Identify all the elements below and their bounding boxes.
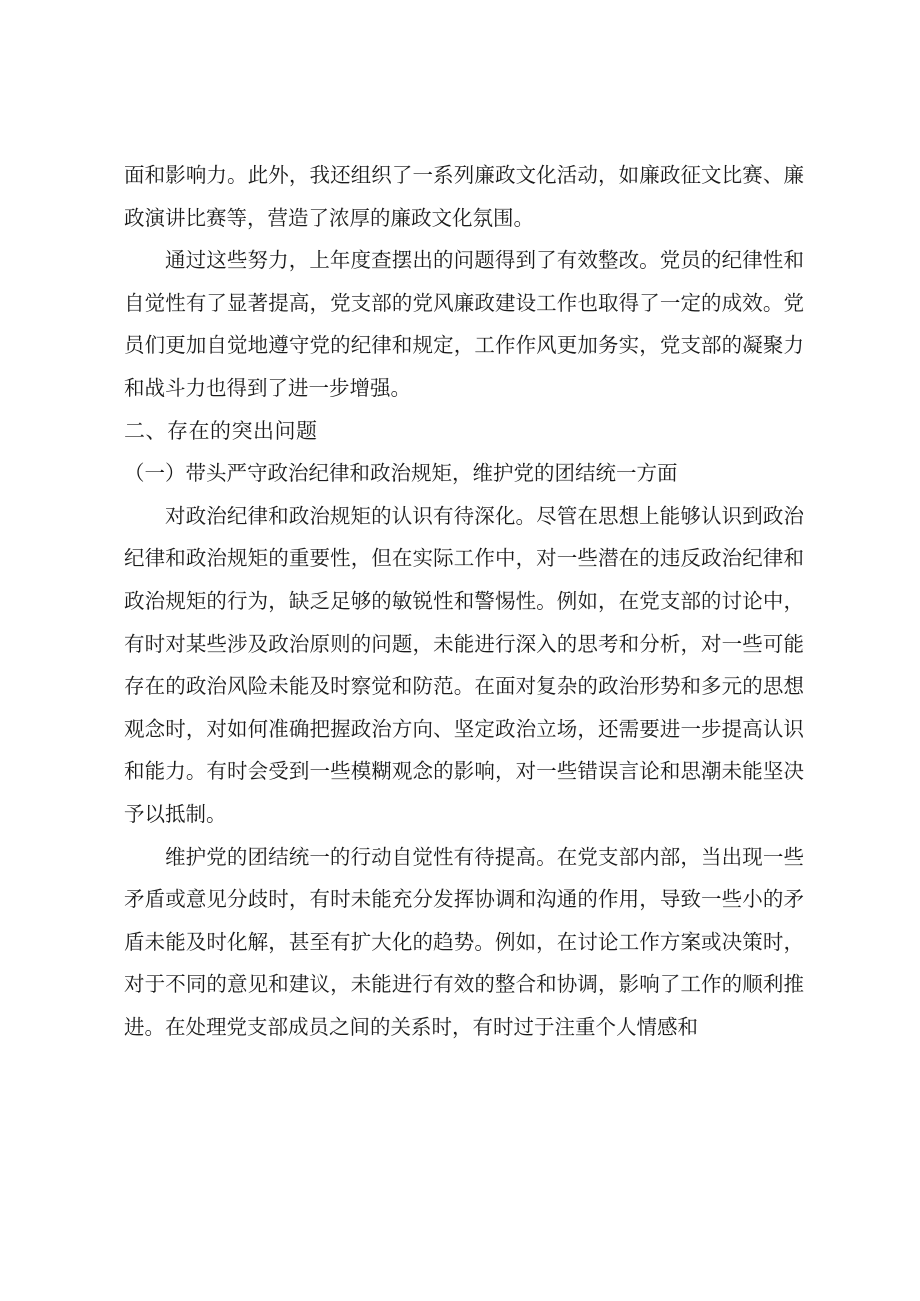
paragraph-political-discipline: 对政治纪律和政治规矩的认识有待深化。尽管在思想上能够认识到政治纪律和政治规矩的重要性，但在实际工作中，对一些潜在的违反政治纪律和政治规矩的行为，缺乏足够的敏锐性和警惕性。例如，在党支部的讨论中，有时对某些涉及政治原则的问题，未能进行深入的思考和分析，对一些可能存在的政治风险未能及时察觉和防范。在面对复杂的政治形势和多元的思想观念时，对如何准确把握政治方向、坚定政治立场，还需要进一步提高认识和能力。有时会受到一些模糊观念的影响，对一些错误言论和思潮未能坚决予以抵制。 <box>124 503 804 826</box>
paragraph-party-unity: 维护党的团结统一的行动自觉性有待提高。在党支部内部，当出现一些矛盾或意见分歧时，有时未能充分发挥协调和沟通的作用，导致一些小的矛盾未能及时化解，甚至有扩大化的趋势。例如，在讨论工作方案或决策时，对于不同的意见和建议，未能进行有效的整合和协调，影响了工作的顺利推进。在处理党支部成员之间的关系时，有时过于注重个人情感和 <box>124 844 804 1039</box>
document-body <box>124 154 804 1048</box>
section-heading: 二、存在的突出问题 <box>124 418 318 443</box>
paragraph-results: 通过这些努力，上年度查摆出的问题得到了有效整改。党员的纪律性和自觉性有了显著提高，党支部的党风廉政建设工作也取得了一定的成效。党员们更加自觉地遵守党的纪律和规定，工作作风更加务实，党支部的凝聚力和战斗力也得到了进一步增强。 <box>124 248 804 400</box>
subsection-heading: （一）带头严守政治纪律和政治规矩，维护党的团结统一方面 <box>124 461 678 486</box>
paragraph-continuation: 面和影响力。此外，我还组织了一系列廉政文化活动，如廉政征文比赛、廉政演讲比赛等，营造了浓厚的廉政文化氛围。 <box>124 163 804 230</box>
